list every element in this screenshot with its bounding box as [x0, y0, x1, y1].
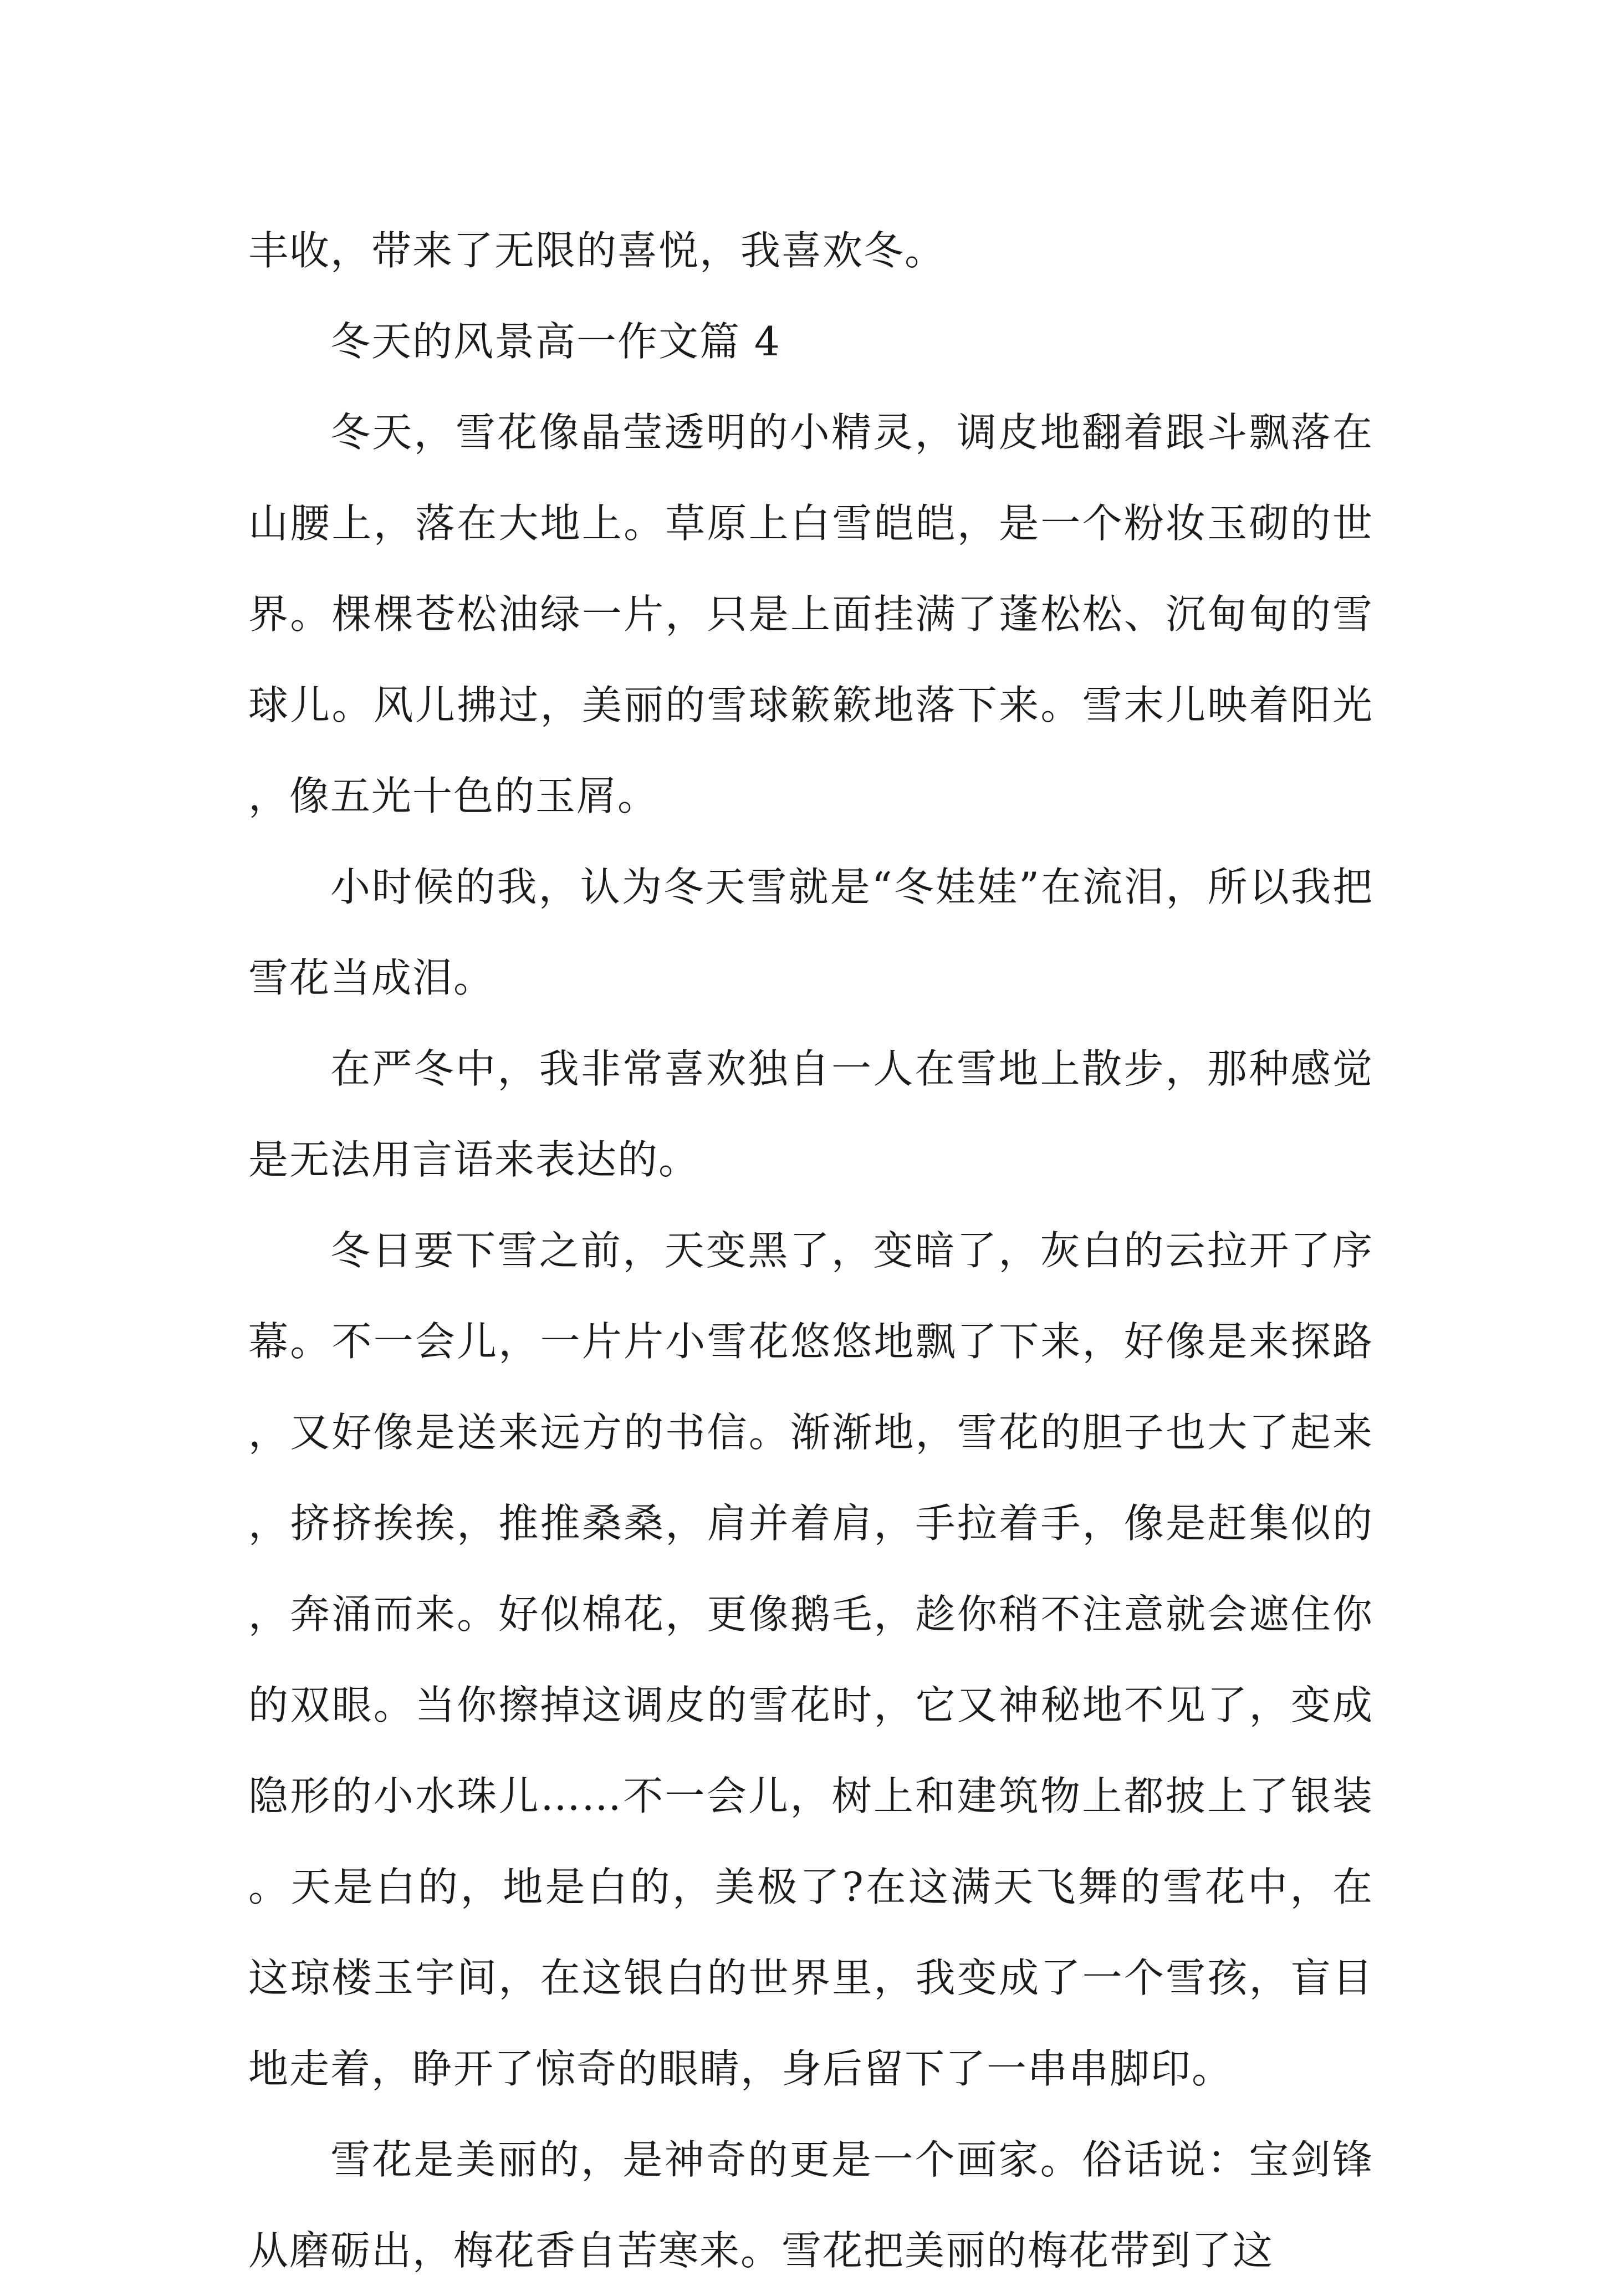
- paragraph-2: 冬天，雪花像晶莹透明的小精灵，调皮地翻着跟斗飘落在山腰上，落在大地上。草原上白雪皑皑，是一个粉妆玉砌的世界。棵棵苍松油绿一片，只是上面挂满了蓬松松、沉甸甸的雪球儿。风儿拂过，美丽的雪球簌簌地落下来。雪末儿映着阳光，像五光十色的玉屑。: [248, 409, 1373, 819]
- section-heading: 冬天的风景高一作文篇 4: [330, 318, 781, 365]
- paragraph-4: 在严冬中，我非常喜欢独自一人在雪地上散步，那种感觉是无法用言语来表达的。: [248, 1045, 1373, 1183]
- document-body: [248, 205, 1373, 2296]
- paragraph-6: 雪花是美丽的，是神奇的更是一个画家。俗话说：宝剑锋从磨砺出，梅花香自苦寒来。雪花把美丽的梅花带到了这: [248, 2136, 1373, 2274]
- paragraph-3: 小时候的我，认为冬天雪就是“冬娃娃”在流泪，所以我把雪花当成泪。: [248, 864, 1373, 1001]
- paragraph-5: 冬日要下雪之前，天变黑了，变暗了，灰白的云拉开了序幕。不一会儿，一片片小雪花悠悠地飘了下来，好像是来探路，又好像是送来远方的书信。渐渐地，雪花的胆子也大了起来，挤挤挨挨，推推桑桑，肩并着肩，手拉着手，像是赶集似的，奔涌而来。好似棉花，更像鹅毛，趁你稍不注意就会遮住你的双眼。当你擦掉这调皮的雪花时，它又神秘地不见了，变成隐形的小水珠儿……不一会儿，树上和建筑物上都披上了银装。天是白的，地是白的，美极了?在这满天飞舞的雪花中，在这琼楼玉宇间，在这银白的世界里，我变成了一个雪孩，盲目地走着，睁开了惊奇的眼睛，身后留下了一串串脚印。: [248, 1227, 1373, 2092]
- paragraph-1: 丰收，带来了无限的喜悦，我喜欢冬。: [248, 227, 946, 274]
